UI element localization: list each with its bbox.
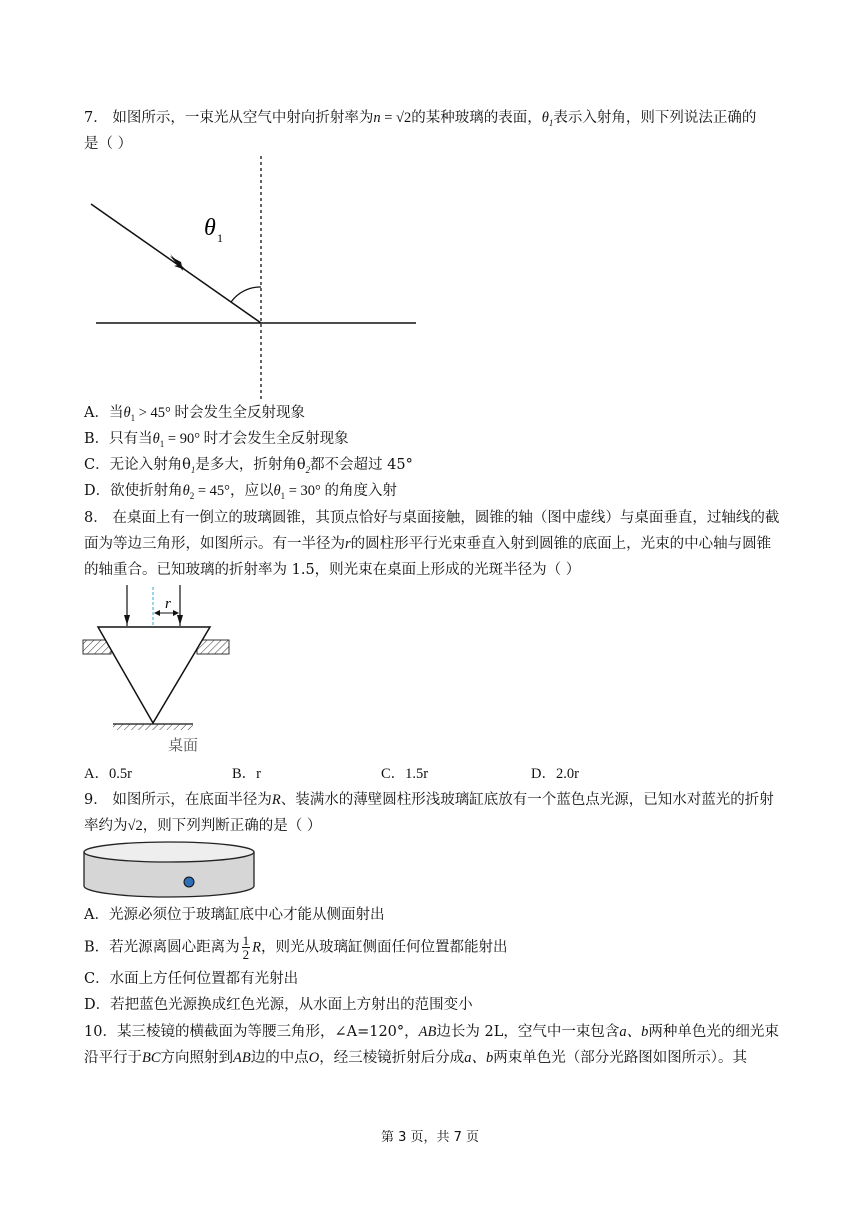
q9-option-d: D．若把蓝色光源换成红色光源，从水面上方射出的范围变小 bbox=[84, 997, 473, 1013]
q8-option-d: D．2.0r bbox=[531, 766, 579, 782]
q8-stem-line2: 面为等边三角形，如图所示。有一半径为r的圆柱形平行光束垂直入射到圆锥的底面上，光束的中心轴与圆锥 bbox=[84, 536, 772, 552]
radius-label: r bbox=[165, 596, 171, 612]
q7-figure bbox=[80, 150, 430, 405]
one-half-fraction: $\frac{1}{2}$ bbox=[242, 933, 250, 962]
tank-top bbox=[84, 842, 254, 862]
q9-figure bbox=[82, 840, 257, 902]
q9-stem-line2: 率约为√2，则下列判断正确的是（ ） bbox=[84, 818, 322, 834]
q10-stem-line1: 10．某三棱镜的横截面为等腰三角形，∠A=120°，AB边长为 2L，空气中一束包含a、b两种单色光的细光束 bbox=[84, 1024, 779, 1040]
q7-option-c: C．无论入射角$\theta_1$是多大，折射角$\theta_2$都不会超过 45° bbox=[84, 457, 413, 475]
q8-option-c: C．1.5r bbox=[381, 766, 429, 782]
q9-stem-line1: 9． 如图所示，在底面半径为R、装满水的薄壁圆柱形浅玻璃缸底放有一个蓝色点光源，已知水对蓝光的折射 bbox=[84, 792, 774, 808]
q7-option-a: A．当$\theta_1 > 45^\circ$ 时会发生全反射现象 bbox=[84, 405, 305, 423]
q7-option-b: B．只有当$\theta_1 = 90^\circ$ 时才会发生全反射现象 bbox=[84, 431, 349, 449]
q8-stem-line3: 的轴重合。已知玻璃的折射率为 1.5，则光束在桌面上形成的光斑半径为（ ） bbox=[84, 562, 581, 578]
q7-stem-line1: 7． 如图所示，一束光从空气中射向折射率为n = √2的某种玻璃的表面，$\theta_1$表示入射角，则下列说法正确的 bbox=[84, 110, 757, 128]
q9-option-a: A．光源必须位于玻璃缸底中心才能从侧面射出 bbox=[84, 907, 385, 923]
svg-text:1: 1 bbox=[217, 231, 223, 245]
inverted-cone bbox=[98, 627, 210, 723]
q8-option-a: A．0.5r bbox=[84, 766, 132, 782]
q8-stem-line1: 8． 在桌面上有一倒立的玻璃圆锥，其顶点恰好与桌面接触，圆锥的轴（图中虚线）与桌面垂直，过轴线的截 bbox=[84, 510, 780, 526]
q9-option-b: B．若光源离圆心距离为 $\frac{1}{2}$ R，则光从玻璃缸侧面任何位置都能射出 bbox=[84, 933, 508, 962]
blue-light-source bbox=[184, 877, 194, 887]
q9-option-c: C．水面上方任何位置都有光射出 bbox=[84, 971, 299, 987]
theta1-label: θ bbox=[204, 215, 216, 241]
page-footer: 第 3 页，共 7 页 bbox=[380, 1130, 480, 1145]
table-label: 桌面 bbox=[168, 736, 199, 754]
sqrt-two: √2 bbox=[396, 110, 412, 126]
angle-arc bbox=[231, 287, 261, 302]
n-symbol: n bbox=[373, 110, 381, 126]
q8-option-b: B．r bbox=[232, 766, 261, 782]
q7-stem-line2: 是（ ） bbox=[84, 136, 133, 152]
q7-option-d: D．欲使折射角$\theta_2 = 45^\circ$，应以$\theta_1 = 30^\circ$ 的角度入射 bbox=[84, 483, 397, 501]
q10-stem-line2: 沿平行于BC方向照射到AB边的中点O，经三棱镜折射后分成a、b两束单色光（部分光路图如图所示）。其 bbox=[84, 1050, 747, 1066]
q8-figure bbox=[80, 583, 240, 758]
incident-ray bbox=[91, 204, 261, 323]
